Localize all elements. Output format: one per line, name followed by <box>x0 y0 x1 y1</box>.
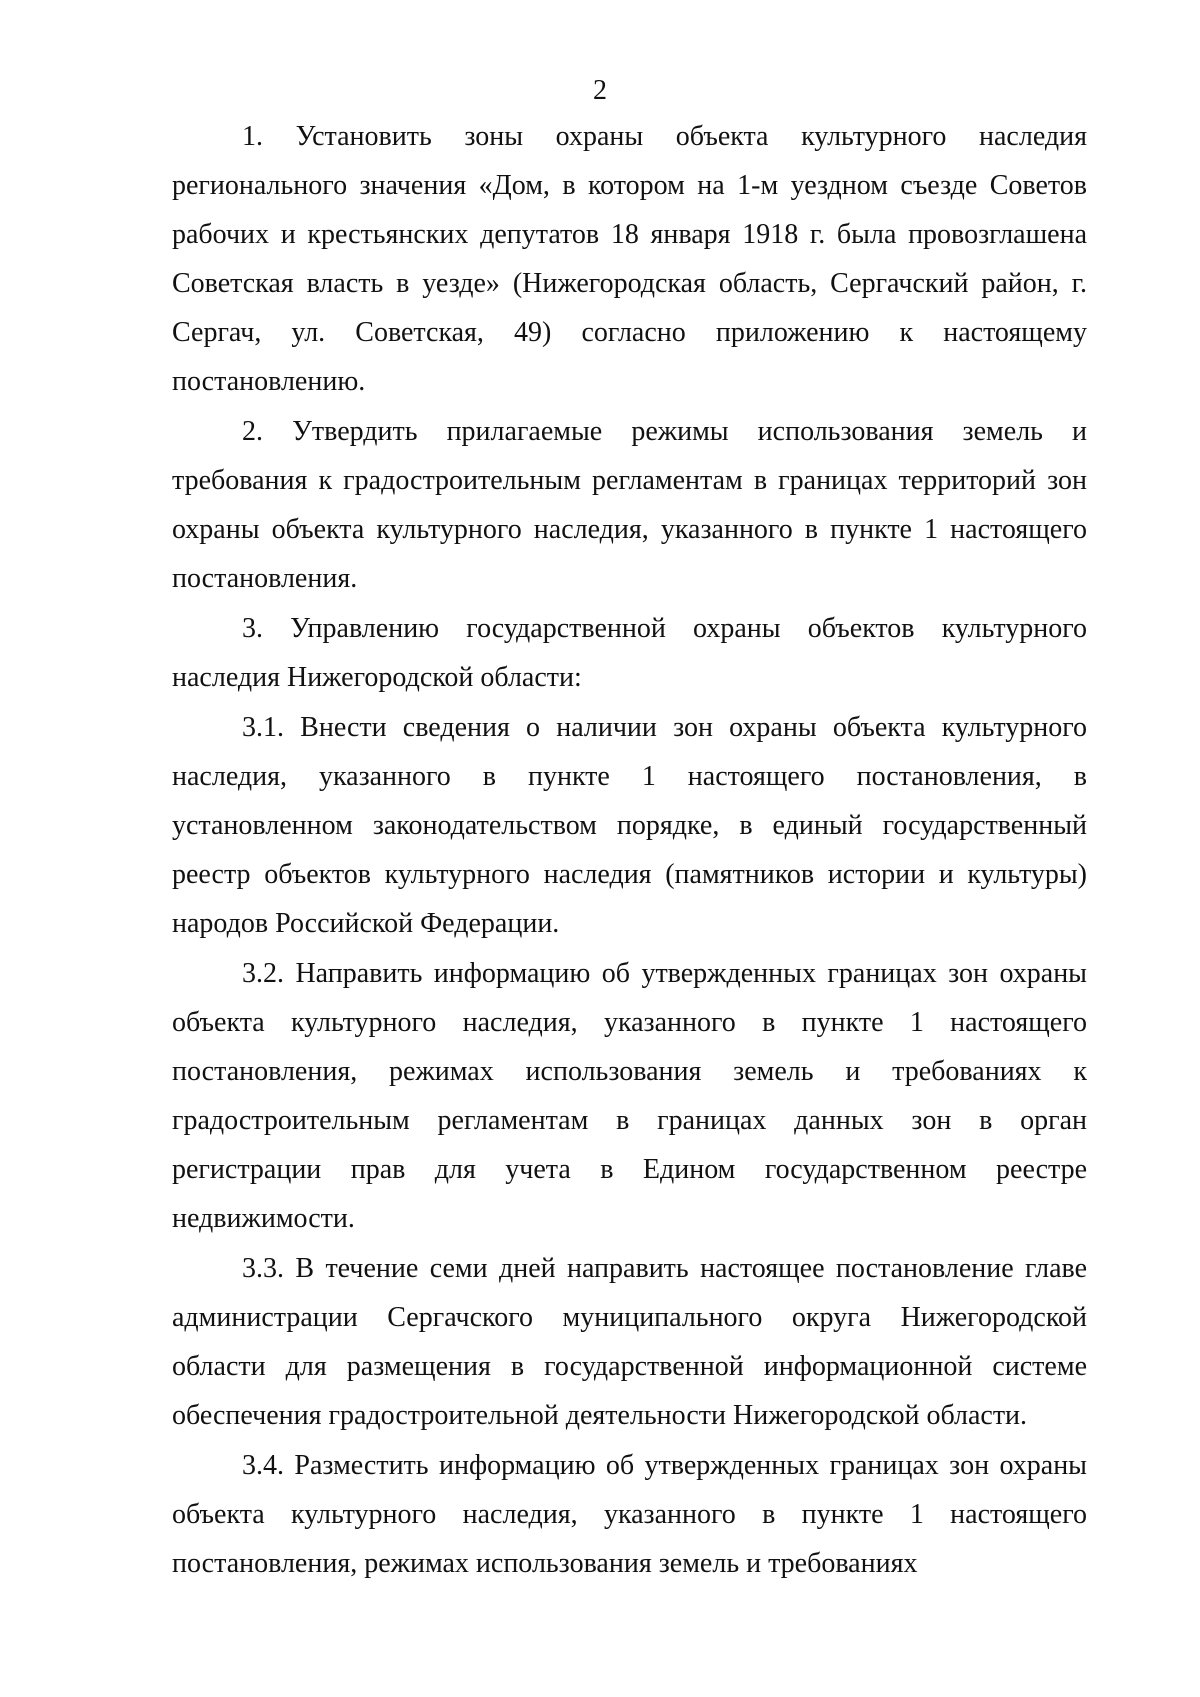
paragraph-item-1: 1. Установить зоны охраны объекта культурного наследия регионального значения «Дом, в котором на 1-м уездном съезде Советов рабочих и крестьянских депутатов 18 января 1918 г. была провозглашена Советская власть в уезде» (Нижегородская область, Сергачский район, г. Сергач, ул. Советская, 49) согласно приложению к настоящему постановлению. <box>172 121 1087 397</box>
paragraph-item-3-1: 3.1. Внести сведения о наличии зон охраны объекта культурного наследия, указанного в пункте 1 настоящего постановления, в установленном законодательством порядке, в единый государственный реестр объектов культурного наследия (памятников истории и культуры) народов Российской Федерации. <box>172 712 1087 939</box>
document-body <box>172 112 1087 1588</box>
paragraph-item-3: 3. Управлению государственной охраны объектов культурного наследия Нижегородской области: <box>172 613 1087 693</box>
paragraph-item-3-3: 3.3. В течение семи дней направить настоящее постановление главе администрации Сергачского муниципального округа Нижегородской области для размещения в государственной информационной системе обеспечения градостроительной деятельности Нижегородской области. <box>172 1253 1087 1431</box>
paragraph-item-2: 2. Утвердить прилагаемые режимы использования земель и требования к градостроительным регламентам в границах территорий зон охраны объекта культурного наследия, указанного в пункте 1 настоящего постановления. <box>172 416 1087 594</box>
paragraph-item-3-2: 3.2. Направить информацию об утвержденных границах зон охраны объекта культурного наследия, указанного в пункте 1 настоящего постановления, режимах использования земель и требованиях к градостроительным регламентам в границах данных зон в орган регистрации прав для учета в Едином государственном реестре недвижимости. <box>172 958 1087 1234</box>
page-number: 2 <box>593 75 607 106</box>
paragraph-item-3-4: 3.4. Разместить информацию об утвержденных границах зон охраны объекта культурного наследия, указанного в пункте 1 настоящего постановления, режимах использования земель и требованиях <box>172 1450 1087 1579</box>
